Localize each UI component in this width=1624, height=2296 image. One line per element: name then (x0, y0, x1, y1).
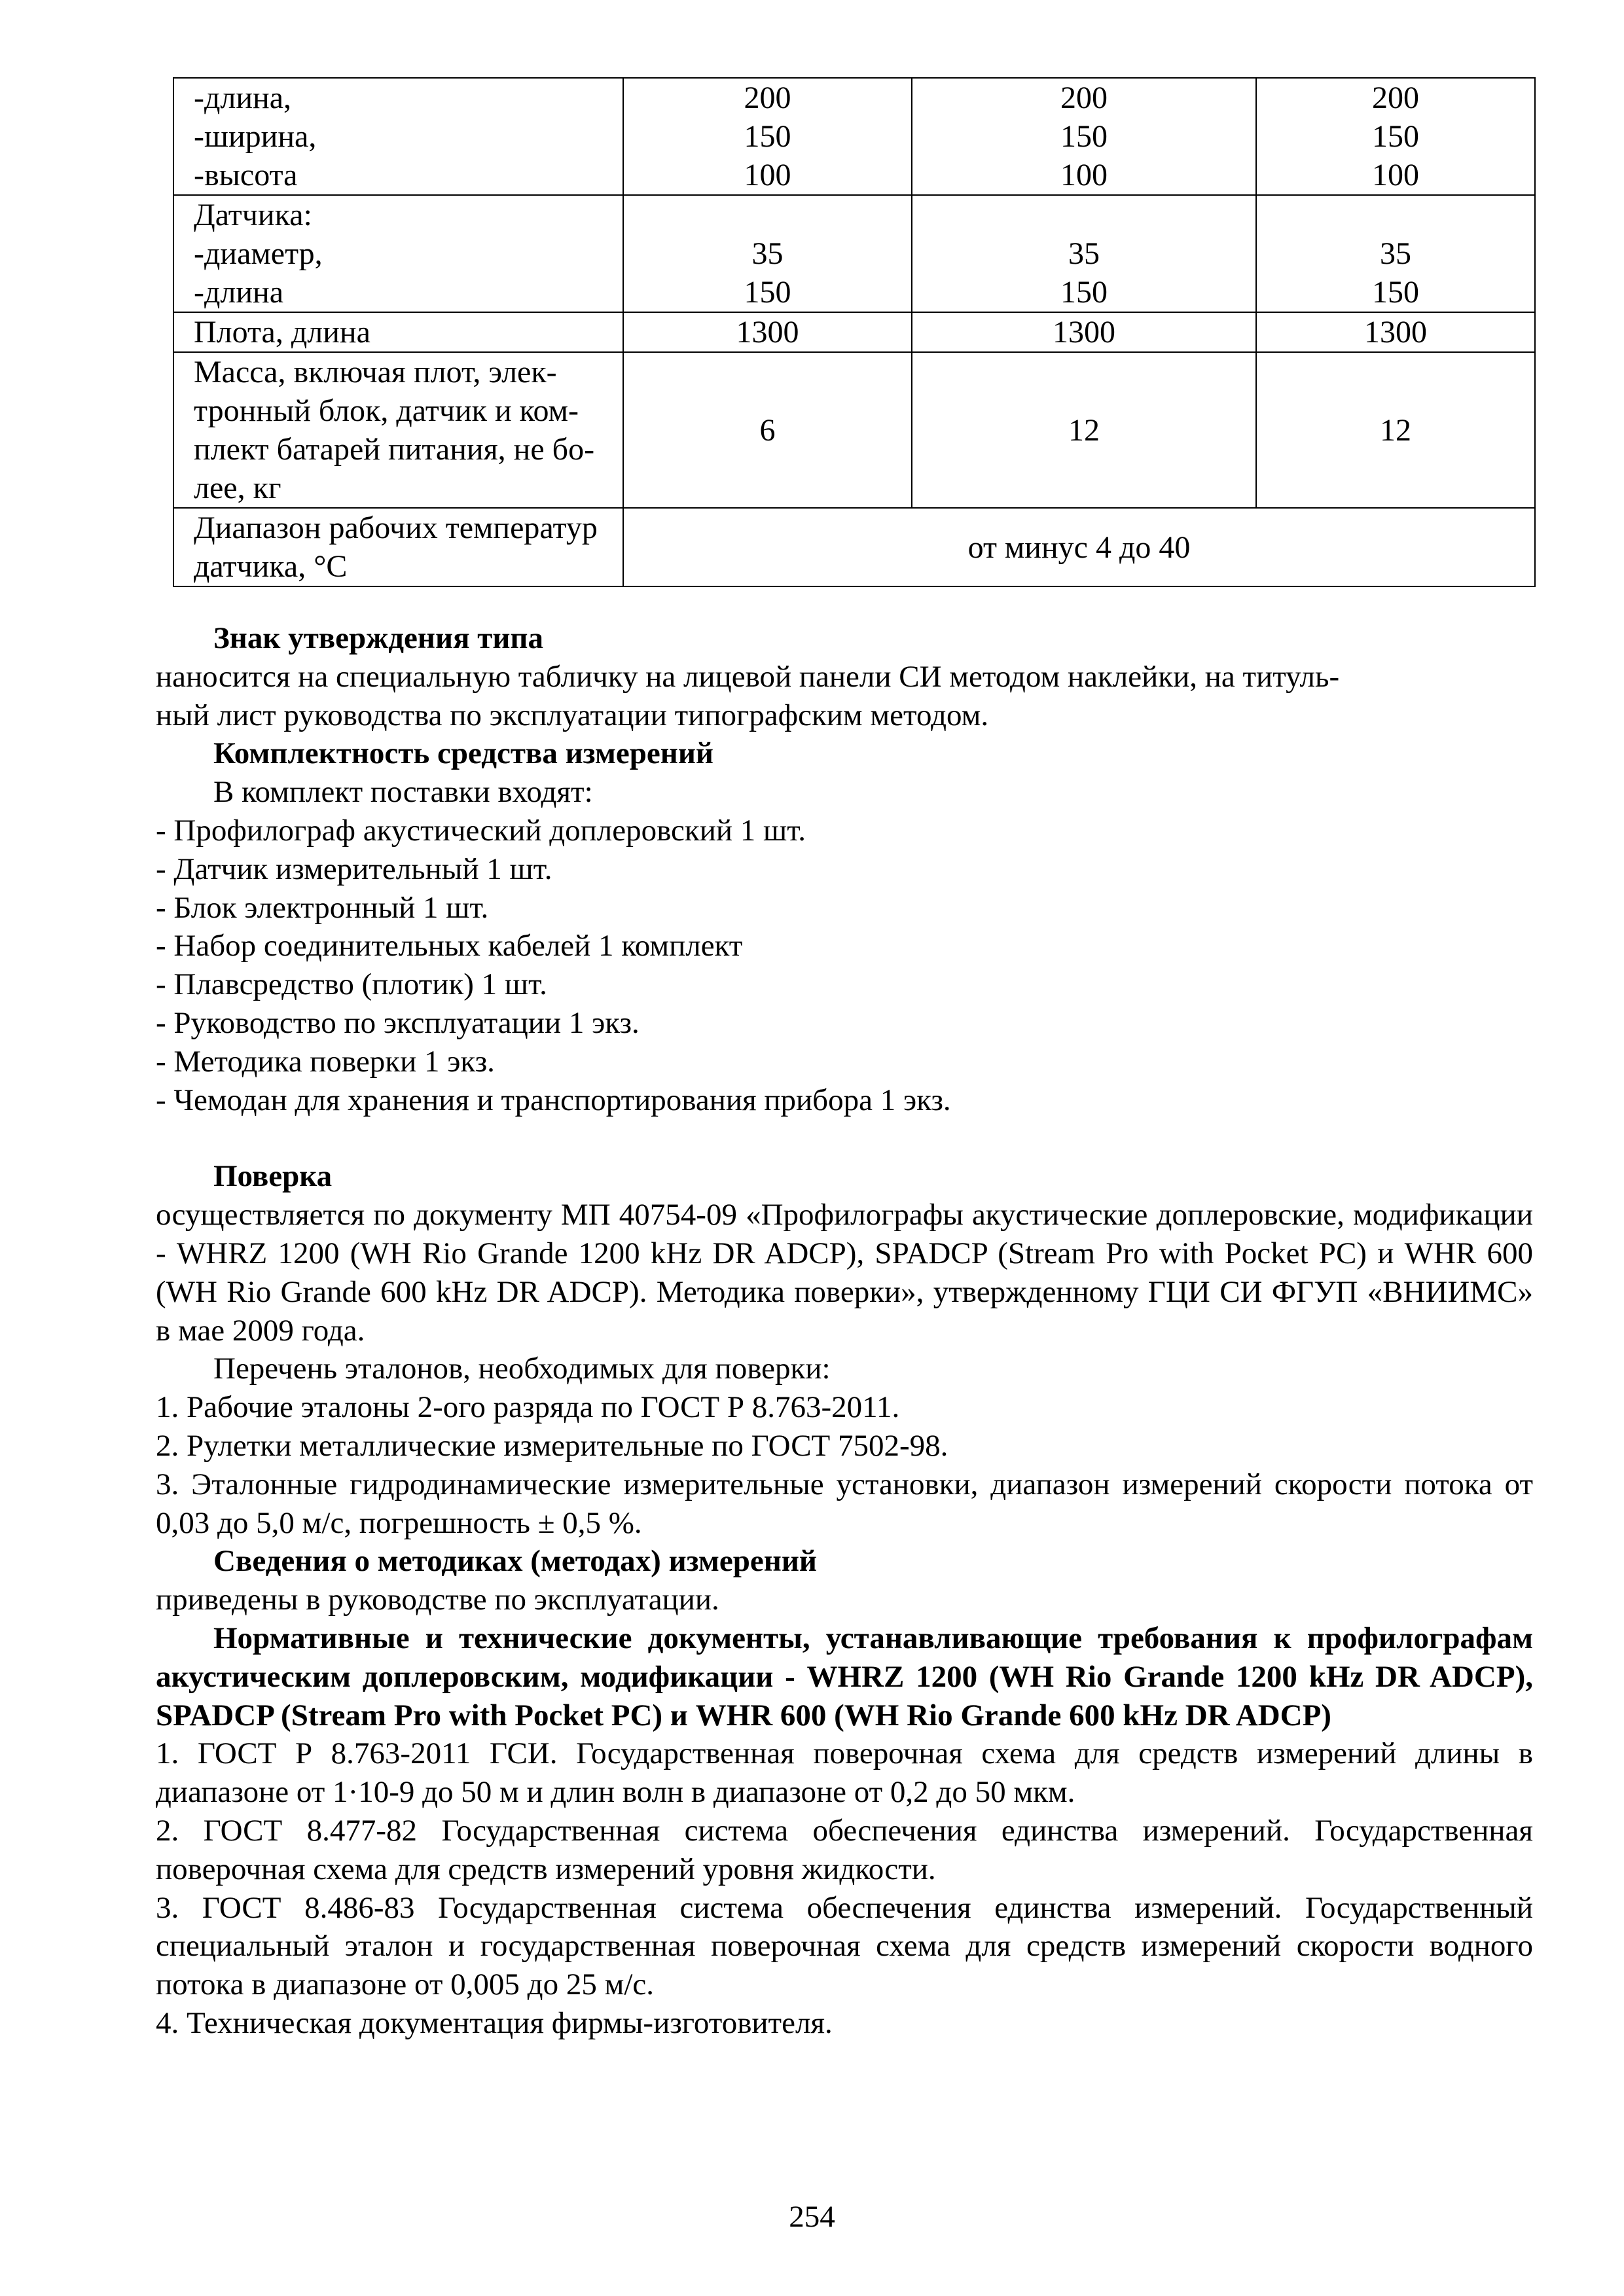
section-heading: Сведения о методиках (методах) измерений (213, 1544, 817, 1579)
row-label-line: лее, кг (194, 471, 281, 505)
paragraph-line: 4. Техническая документация фирмы-изготовителя. (156, 2005, 833, 2040)
row-label-line: -диаметр, (194, 236, 323, 271)
value-line: 35 (1380, 236, 1411, 271)
list-item: - Методика поверки 1 экз. (156, 1044, 495, 1079)
row-label-line: Масса, включая плот, элек- (194, 355, 557, 389)
list-item: 2. Рулетки металлические измерительные по ГОСТ 7502-98. (156, 1428, 948, 1463)
spacer (156, 1119, 1533, 1157)
value-line: 12 (1068, 412, 1100, 448)
list-item: - Блок электронный 1 шт. (156, 890, 489, 925)
value-line: 100 (744, 158, 791, 192)
paragraph-line: наносится на специальную табличку на лицевой панели СИ методом наклейки, на титуль- (156, 659, 1340, 694)
value-cell (912, 352, 1256, 508)
row-label (173, 78, 623, 195)
value-line: 35 (751, 236, 784, 271)
section-heading: Комплектность средства измерений (213, 736, 713, 771)
value-line: 1300 (1053, 315, 1115, 350)
paragraph: осуществляется по документу МП 40754-09 «Профилографы акустические доплеровские, модификации - WHRZ 1200 (WH Rio Grande 1200 kHz DR ADCP), SPADCP (Stream Pro with Pocket PC) и WHR 600 (WH Rio Grande 600 kHz DR ADCP). Методика поверки», утвержденному ГЦИ СИ ФГУП «ВНИИМС» в мае 2009 года. (156, 1198, 1533, 1348)
row-label-line: -высота (194, 158, 298, 192)
row-label (173, 352, 623, 508)
paragraph: 1. ГОСТ Р 8.763-2011 ГСИ. Государственная поверочная схема для средств измерений длины в диапазоне от 1·10-9 до 50 м и длин волн в диапазоне от 0,2 до 50 мкм. (156, 1736, 1533, 1810)
value-line: 200 (1060, 81, 1108, 115)
row-label-line: тронный блок, датчик и ком- (194, 393, 579, 428)
value-line: 150 (744, 275, 791, 310)
value-line: 150 (1060, 119, 1108, 154)
list-item: - Профилограф акустический доплеровский 1 шт. (156, 813, 806, 848)
value-line (1257, 196, 1534, 234)
value-line: 1300 (1364, 315, 1427, 350)
value-line: 6 (759, 412, 776, 448)
merged-value-cell: от минус 4 до 40 (623, 508, 1535, 586)
value-line: 150 (1060, 275, 1108, 310)
paragraph: 2. ГОСТ 8.477-82 Государственная система обеспечения единства измерений. Государственная поверочная схема для средств измерений уровня жидкости. (156, 1813, 1533, 1886)
value-cell (623, 312, 912, 352)
value-cell (623, 195, 912, 312)
table-row (173, 352, 1535, 508)
page-number: 254 (789, 2200, 835, 2234)
value-cell (1256, 78, 1535, 195)
document-body (156, 619, 1533, 2043)
value-cell (623, 78, 912, 195)
row-label-line: Плота, длина (194, 315, 370, 350)
list-item: - Чемодан для хранения и транспортирования прибора 1 экз. (156, 1083, 951, 1117)
value-line: 100 (1060, 158, 1108, 192)
row-label (173, 195, 623, 312)
row-label (173, 508, 623, 586)
value-cell (623, 352, 912, 508)
row-label-line: -длина, (194, 81, 292, 115)
section-heading: Нормативные и технические документы, устанавливающие требования к профилографам акустическим доплеровским, модификации - WHRZ 1200 (WH Rio Grande 1200 kHz DR ADCP), SPADCP (Stream Pro with Pocket PC) и WHR 600 (WH Rio Grande 600 kHz DR ADCP) (156, 1621, 1533, 1732)
row-label-line: -длина (194, 275, 284, 310)
table-row (173, 195, 1535, 312)
value-line: 1300 (736, 315, 799, 350)
table-row (173, 78, 1535, 195)
value-line: 150 (744, 119, 791, 154)
value-line: 100 (1372, 158, 1419, 192)
list-item: - Руководство по эксплуатации 1 экз. (156, 1005, 640, 1040)
row-label-line: Датчика: (194, 198, 312, 232)
value-line: 200 (1372, 81, 1419, 115)
row-label-line: -ширина, (194, 119, 317, 154)
value-line: 200 (744, 81, 791, 115)
table-row (173, 508, 1535, 586)
value-cell (1256, 312, 1535, 352)
value-line: 12 (1380, 412, 1411, 448)
value-cell (912, 312, 1256, 352)
paragraph: 3. Эталонные гидродинамические измерительные установки, диапазон измерений скорости потока от 0,03 до 5,0 м/с, погрешность ± 0,5 %. (156, 1467, 1533, 1540)
paragraph: 3. ГОСТ 8.486-83 Государственная система обеспечения единства измерений. Государственный специальный эталон и государственная поверочная схема для средств измерений скорости водного потока в диапазоне от 0,005 до 25 м/с. (156, 1890, 1533, 2002)
paragraph: Перечень эталонов, необходимых для поверки: (213, 1352, 831, 1386)
value-cell (912, 78, 1256, 195)
row-label-line: Диапазон рабочих температур (194, 511, 598, 545)
value-line: 35 (1068, 236, 1100, 271)
paragraph-line: ный лист руководства по эксплуатации типографским методом. (156, 698, 989, 732)
value-cell (1256, 352, 1535, 508)
value-line: 150 (1372, 275, 1419, 310)
list-item: - Плавсредство (плотик) 1 шт. (156, 967, 547, 1002)
paragraph-line: приведены в руководстве по эксплуатации. (156, 1583, 719, 1617)
table-row (173, 312, 1535, 352)
value-line: 150 (1372, 119, 1419, 154)
list-item: 1. Рабочие эталоны 2-ого разряда по ГОСТ Р 8.763-2011. (156, 1390, 900, 1425)
row-label-line: плект батарей питания, не бо- (194, 432, 595, 467)
list-item: - Датчик измерительный 1 шт. (156, 852, 552, 886)
list-item: - Набор соединительных кабелей 1 комплект (156, 929, 743, 963)
value-cell (912, 195, 1256, 312)
section-heading: Знак утверждения типа (213, 621, 543, 655)
section-heading: Поверка (213, 1159, 333, 1194)
value-line (624, 196, 911, 234)
paragraph: В комплект поставки входят: (213, 775, 593, 810)
value-line (912, 196, 1255, 234)
spec-table (173, 77, 1536, 587)
value-cell (1256, 195, 1535, 312)
row-label (173, 312, 623, 352)
row-label-line: датчика, °С (194, 549, 348, 584)
